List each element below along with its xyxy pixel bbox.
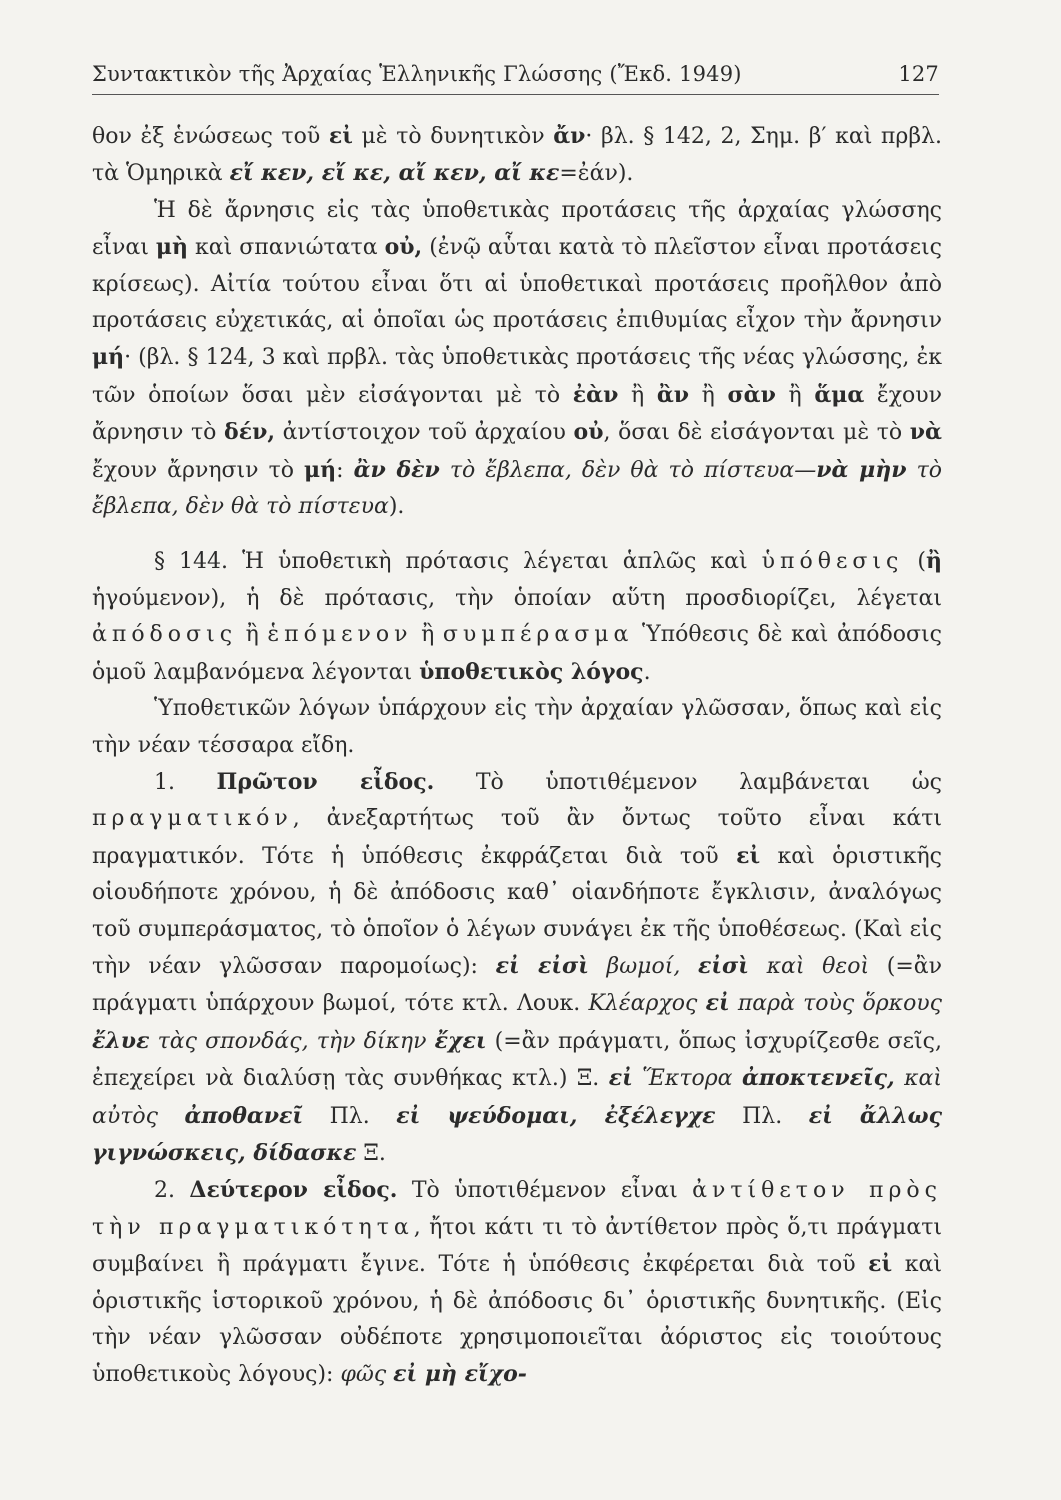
text-run: , ἤτοι κάτι τι τὸ ἀντίθετον πρὸς ὅ,τι πράγματι συμβαίνει ἢ πράγματι ἔγινε. Τότε ἡ ὑπόθεσις ἐκφέρεται διὰ τοῦ (92, 1214, 942, 1278)
paragraph-p5 (92, 764, 942, 1172)
text-run: βωμοί, (588, 953, 699, 979)
text-run: μή (304, 456, 337, 483)
paragraph-p1 (92, 118, 942, 193)
text-run: , ἀνεξαρτήτως τοῦ ἂν ὄντως τοῦτο εἶναι κάτι πραγματικόν. Τότε ἡ ὑπόθεσις ἐκφράζεται διὰ τοῦ (92, 806, 942, 869)
text-run: ὑποθετικὸς λόγος (419, 658, 644, 685)
text-run: ). (388, 494, 405, 520)
text-run: Ὑπόθεσις δὲ καὶ ἀπόδοσις ὁμοῦ λαμβανόμενα λέγονται (92, 622, 942, 685)
text-run: ἢ (689, 382, 728, 408)
text-run: παρὰ τοὺς ὅρκους (729, 991, 943, 1017)
text-run: Πρῶτον εἶδος. (216, 768, 435, 795)
text-run: =ἐάν). (559, 161, 634, 187)
text-run: ἔχει (434, 1027, 487, 1054)
text-run: καὶ ὁριστικῆς ἱστορικοῦ χρόνου, ἡ δὲ ἀπόδοσις δι᾽ ὁριστικῆς δυνητικῆς. (Εἰς τὴν νέαν γλῶσσαν οὐδέποτε χρησιμοποιεῖται ἀόριστος εἰς τοιούτους ὑποθετικοὺς λόγους): (92, 1252, 942, 1388)
paragraph-p4 (92, 691, 942, 764)
text-run: ἀντίθετον πρὸς τὴν πραγματικότητα (92, 1178, 942, 1240)
text-run: , ὅσαι δὲ εἰσάγονται μὲ τὸ (603, 420, 910, 446)
text-run: θον ἐξ ἑνώσεως τοῦ (92, 124, 329, 149)
text-run: εἰ ψεύδομαι, ἐξέλεγχε (396, 1102, 716, 1129)
text-run: 2. (154, 1178, 190, 1204)
text-run: ἢ (775, 382, 815, 408)
text-run: εἰ (328, 123, 353, 149)
text-run: τὰς σπονδάς, τὴν δίκην (149, 1028, 435, 1054)
text-run: Κλέαρχος (588, 991, 706, 1017)
text-run: ἢ (926, 548, 942, 575)
text-run: εἰ μὴ εἴχο- (393, 1361, 527, 1388)
paragraph-p6 (92, 1172, 942, 1393)
text-run: § 144. Ἡ ὑποθετικὴ πρότασις λέγεται ἁπλῶς καὶ (154, 549, 762, 575)
text-run: νὰ (909, 419, 942, 446)
text-run: (ἐνῷ αὗται κατὰ τὸ πλεῖστον εἶναι προτάσεις κρίσεως). Αἰτία τούτου εἶναι ὅτι αἱ ὑποθετικαὶ προτάσεις προῆλθον ἀπὸ προτάσεις εὐχετικάς, αἱ ὁποῖαι ὡς προτάσεις ἐπιθυμίας εἶχον τὴν ἄρνησιν (92, 235, 942, 334)
text-run: καὶ θεοὶ (748, 953, 870, 979)
text-run: ἂν (656, 381, 690, 408)
text-run: Ὑποθετικῶν λόγων ὑπάρχουν εἰς τὴν ἀρχαίαν γλῶσσαν, ὅπως καὶ εἰς τὴν νέαν τέσσαρα εἴδη. (92, 696, 942, 758)
text-run: Πλ. (715, 1103, 809, 1129)
running-title: Συντακτικὸν τῆς Ἀρχαίας Ἑλληνικῆς Γλώσσης (Ἔκδ. 1949) (92, 62, 742, 86)
text-run: . (643, 659, 651, 685)
text-run: Ξ. (356, 1140, 386, 1166)
text-run: (=ἂν πράγματι ὑπάρχουν βωμοί, τότε κτλ. Λουκ. (92, 953, 942, 1017)
text-run: ἔχουν ἄρνησιν τὸ (92, 457, 305, 483)
text-run: ὑπόθεσις (761, 549, 904, 575)
text-run: · (βλ. § 124, 3 καὶ πρβλ. τὰς ὑποθετικὰς προτάσεις τῆς νέας γλώσσης, ἐκ τῶν ὁποίων ὅσαι μὲν εἰσάγονται μὲ τὸ (92, 345, 942, 408)
text-run: ἢ (237, 622, 268, 648)
text-run: Δεύτερον εἶδος. (189, 1177, 398, 1204)
text-run: ἀποκτενεῖς, (741, 1065, 895, 1092)
text-run: (=ἂν πράγματι, ὅπως ἰσχυρίζεσθε σεῖς, ἐπεχείρει νὰ διαλύσῃ τὰς συνθήκας κτλ.) Ξ. (92, 1028, 942, 1092)
text-run: μὴ (155, 234, 188, 261)
text-run: οὐ (573, 419, 604, 446)
text-run: εἴ κεν, εἴ κε, αἴ κεν, αἴ κε (229, 160, 560, 187)
text-run: Ἕκτορα (632, 1066, 742, 1092)
text-run: σὰν (727, 381, 776, 408)
text-run: ἀντίστοιχον τοῦ ἀρχαίου (275, 420, 574, 446)
text-run: ( (903, 549, 926, 575)
text-run: Πλ. (303, 1103, 397, 1129)
text-run: συμπέρασμα (442, 622, 634, 648)
text-run: καὶ ὁριστικῆς οἱουδήποτε χρόνου, ἡ δὲ ἀπόδοσις καθ᾽ οἱανδήποτε ἔγκλισιν, ἀναλόγως τοῦ συμπεράσματος, τὸ ὁποῖον ὁ λέγων συνάγει ἐκ τῆς ὑποθέσεως. (Καὶ εἰς τὴν νέαν γλῶσσαν παρομοίως): (92, 843, 943, 979)
text-body (92, 118, 942, 1394)
text-run: ἄν (553, 123, 586, 149)
text-run: ἂν δὲν (353, 456, 440, 483)
text-run: τὸ ἔβλεπα, δὲν θὰ τὸ πίστευα (92, 457, 942, 520)
paragraph-p3 (92, 543, 942, 691)
text-run: ἡγούμενον), ἡ δὲ πρότασις, τὴν ὁποίαν αὕτη προσδιορίζει, λέγεται (92, 585, 942, 611)
text-run: μή (92, 344, 125, 371)
text-run: εἰ (868, 1251, 893, 1278)
page-number: 127 (898, 62, 939, 86)
text-run: ἀπόδοσις (92, 622, 238, 648)
text-run: φῶς (340, 1362, 394, 1388)
text-run: καὶ σπανιώτατα (188, 235, 385, 261)
text-run: τὸ ἔβλεπα, δὲν θὰ τὸ πίστευα— (439, 457, 817, 483)
text-run: Τὸ ὑποτιθέμενον λαμβάνεται ὡς (434, 769, 942, 795)
text-run: πραγματικόν (92, 806, 293, 832)
text-run: ἀποθανεῖ (184, 1102, 304, 1129)
text-run: εἰ εἰσὶ (495, 952, 589, 979)
paragraph-p2 (92, 193, 942, 526)
text-run: · βλ. § 142, 2, Σημ. β′ καὶ πρβλ. τὰ Ὁμηρικὰ (92, 124, 942, 187)
text-run: εἰ ἄλλως γιγνώσκεις, δίδασκε (92, 1102, 943, 1166)
text-run: Ἡ δὲ ἄρνησις εἰς τὰς ὑποθετικὰς προτάσεις τῆς ἀρχαίας γλώσσης εἶναι (92, 197, 942, 261)
text-run: ἑπόμενον (267, 622, 413, 648)
text-run: : (336, 457, 354, 483)
text-run: ἔχουν ἄρνησιν τὸ (92, 382, 943, 446)
text-run: δέν, (224, 419, 275, 446)
running-header (92, 62, 939, 95)
text-run: καὶ αὐτὸς (92, 1066, 942, 1129)
text-run: εἰ (608, 1065, 633, 1092)
text-run: εἰσὶ (698, 952, 749, 979)
text-run: εἰ (736, 842, 761, 869)
text-run: ἔλυε (92, 1027, 150, 1054)
text-run: οὐ, (384, 234, 423, 261)
text-run: ἅμα (814, 381, 865, 408)
text-run: 1. (154, 769, 217, 795)
text-run: ἢ (618, 382, 657, 408)
text-run: μὲ τὸ δυνητικὸν (352, 124, 554, 149)
text-run: νὰ μὴν (816, 456, 907, 483)
text-run: εἰ (705, 990, 730, 1017)
text-run: Τὸ ὑποτιθέμενον εἶναι (397, 1178, 693, 1204)
text-run: ἢ (412, 622, 443, 648)
text-run: ἐὰν (572, 381, 619, 408)
